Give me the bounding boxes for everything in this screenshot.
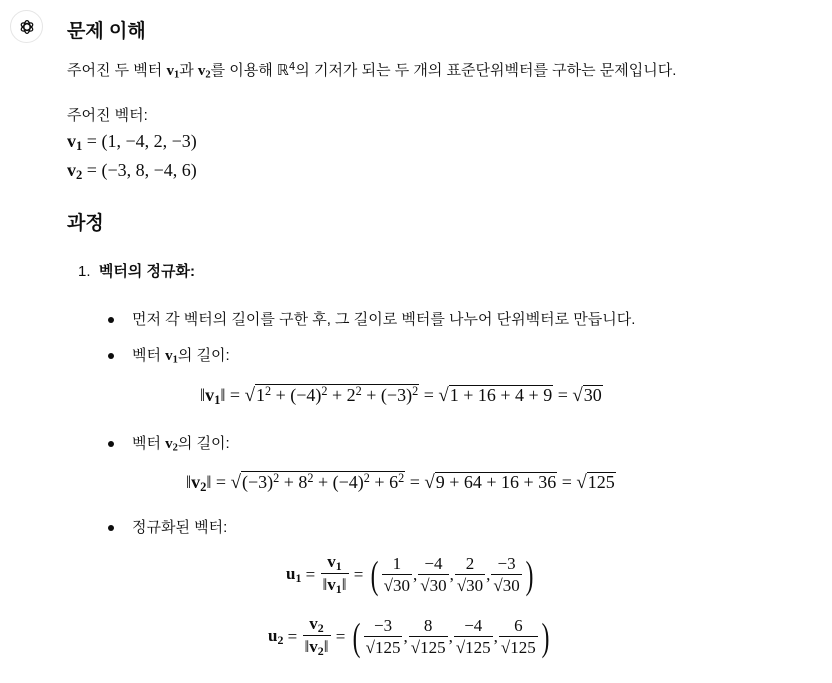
- u1-equation: $u_1$ = $\frac{v_1}{‖v_1‖}$ = ( $\frac{1}{√30}$ , $\frac{-4}{√30}$ , $\frac{2}{√30}$ , $\frac{-3}{√30}$ ): [286, 552, 534, 597]
- bullet-dot: [108, 353, 114, 359]
- bullet-item: 벡터 $v_1$의 길이:: [132, 347, 230, 366]
- step-title: 벡터의 정규화:: [98, 263, 195, 280]
- bullet-dot: [108, 525, 114, 531]
- given-v1: $v_1 = (1$, −4, 2, −3): [67, 131, 197, 154]
- bullet-dot: [108, 441, 114, 447]
- math-v2: $v_2$: [197, 63, 211, 81]
- given-vectors-label: 주어진 벡터:: [67, 107, 148, 124]
- step-1: [78, 262, 195, 282]
- intro-paragraph: 주어진 두 벡터 $v_1$과 $v_2$를 이용해 ℝ$^4$의 기저가 되는 두 개의 표준단위벡터를 구하는 문제입니다.: [67, 61, 677, 81]
- math-R4: ℝ$^4$: [276, 61, 296, 80]
- intro-text: 주어진 두 벡터: [67, 62, 167, 80]
- bullet-item: 벡터 $v_2$의 길이:: [132, 435, 230, 454]
- openai-logo-icon: [18, 18, 36, 36]
- section-heading-problem: 문제 이해: [67, 21, 146, 42]
- bullet-item: 정규화된 벡터:: [132, 519, 228, 536]
- math-v1: $v_1$: [166, 63, 180, 81]
- bullet-item: 먼저 각 벡터의 길이를 구한 후, 그 길이로 벡터를 나누어 단위벡터로 만듭니다.: [132, 311, 636, 328]
- norm-v2-equation: $‖v_2‖ = √(-3)^2 + 8^2 + (-4)^2 + 6^2 = √9 + 64 + 16 + 36 = √125$: [186, 471, 615, 495]
- section-heading-process: 과정: [67, 213, 104, 234]
- bullet-dot: [108, 317, 114, 323]
- assistant-avatar: [10, 10, 43, 43]
- u2-equation: $u_2$ = $\frac{v_2}{‖v_2‖}$ = ( $\frac{-3}{√125}$ , $\frac{8}{√125}$ , $\frac{-4}{√125}$ , $\frac{6}{√125}$ ): [268, 614, 550, 659]
- step-number: 1.: [78, 263, 91, 280]
- norm-v1-equation: $‖v_1‖ = √1^2 + (-4)^2 + 2^2 + (-3)^2 = √1 + 16 + 4 + 9 = √30$: [200, 384, 602, 408]
- given-v2: $v_2 = (-3$, 8, −4, 6): [67, 160, 197, 183]
